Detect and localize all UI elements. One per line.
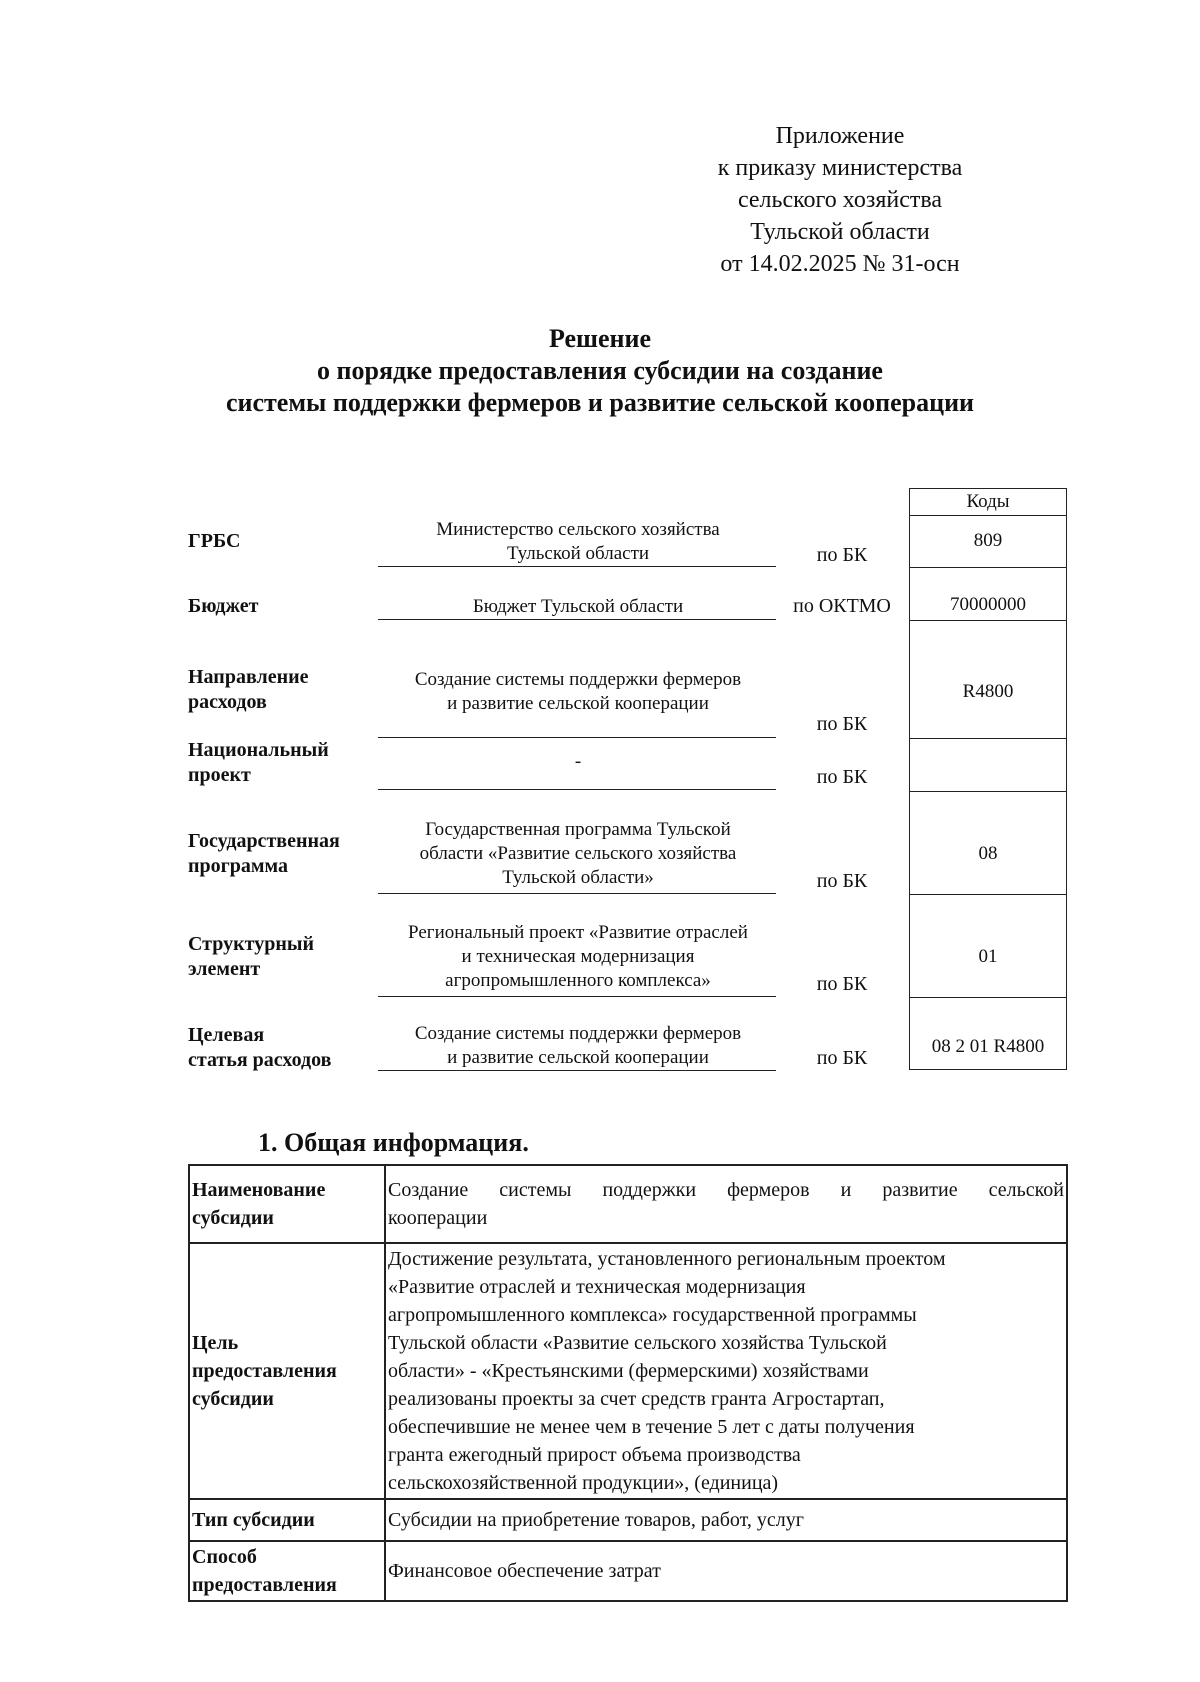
po-national: по БК [816, 766, 868, 788]
underline [378, 566, 776, 567]
value-target [378, 1022, 778, 1070]
underline [378, 737, 776, 738]
value-line: Финансовое обеспечение затрат [388, 1560, 661, 1582]
title-line: системы поддержки фермеров и развитие сельской кооперации [225, 388, 975, 417]
po-struct: по БК [816, 973, 868, 995]
value-cell [385, 1541, 1067, 1601]
value-line: гранта ежегодный прирост объема производства [388, 1444, 801, 1466]
value-line: Создание системы поддержки фермеров и развитие сельской [388, 1179, 1064, 1201]
codes-header: Коды [966, 491, 1010, 512]
value-line: Создание системы поддержки фермеров [414, 1023, 742, 1044]
value-line: и развитие сельской кооперации [447, 693, 709, 714]
label-national [188, 738, 363, 788]
value-direction [378, 668, 778, 716]
label-line: расходов [188, 691, 267, 713]
underline [378, 619, 776, 620]
key-line: Тип субсидии [192, 1509, 315, 1531]
key-line: предоставления [192, 1360, 337, 1382]
label-line: Национальный [188, 739, 329, 761]
value-struct [378, 921, 778, 993]
value-line: и развитие сельской кооперации [447, 1047, 709, 1068]
table-row [189, 1243, 1067, 1499]
value-grbs [378, 518, 778, 566]
label-target [188, 1023, 363, 1073]
label-line: проект [188, 764, 251, 786]
table-row [189, 1499, 1067, 1541]
value-line: Тульской области» [502, 867, 654, 888]
po-direction: по БК [816, 713, 868, 735]
label-direction [188, 665, 363, 715]
underline [378, 893, 776, 894]
codes-divider [910, 791, 1066, 792]
underline [378, 996, 776, 997]
underline [378, 789, 776, 790]
value-line: области» - «Крестьянскими (фермерскими) хозяйствами [388, 1360, 869, 1382]
codes-divider [910, 997, 1066, 998]
value-line: и техническая модернизация [461, 946, 695, 967]
key-line: Цель [192, 1332, 239, 1354]
label-line: Структурный [188, 933, 314, 955]
value-line: Субсидии на приобретение товаров, работ, услуг [388, 1509, 804, 1531]
codes-divider [910, 567, 1066, 568]
codes-column [909, 488, 1067, 1070]
label-budget: Бюджет [188, 595, 259, 617]
value-line: реализованы проекты за счет средств гранта Агростартап, [388, 1388, 885, 1410]
label-grbs: ГРБС [188, 530, 241, 552]
po-grbs: по БК [816, 544, 868, 566]
underline [378, 1070, 776, 1071]
value-program [378, 818, 778, 890]
value-line: Тульской области [506, 543, 650, 564]
value-line: области «Развитие сельского хозяйства [419, 843, 737, 864]
label-line: статья расходов [188, 1049, 332, 1071]
appendix-line: сельского хозяйства [737, 187, 943, 213]
title-line: Решение [548, 324, 652, 353]
value-line: кооперации [388, 1207, 488, 1229]
key-line: Способ [192, 1546, 257, 1568]
value-line: Тульской области «Развитие сельского хозяйства Тульской [388, 1332, 887, 1354]
code-target: 08 2 01 R4800 [931, 1036, 1045, 1057]
code-program: 08 [978, 843, 998, 864]
document-title [150, 323, 1050, 419]
value-line: сельскохозяйственной продукции», (единица) [388, 1472, 779, 1494]
label-line: Государственная [188, 830, 340, 852]
code-struct: 01 [978, 946, 998, 967]
key-line: субсидии [192, 1388, 274, 1410]
appendix-line: от 14.02.2025 № 31-осн [720, 251, 960, 277]
value-line: Достижение результата, установленного региональным проектом [388, 1248, 946, 1270]
appendix-line: Тульской области [750, 219, 930, 245]
value-line: агропромышленного комплекса» [445, 970, 711, 991]
po-budget: по ОКТМО [793, 595, 891, 617]
label-program [188, 829, 363, 879]
key-line: субсидии [192, 1207, 274, 1229]
codes-divider [910, 738, 1066, 739]
appendix-block [640, 120, 1040, 280]
codes-divider [910, 515, 1066, 516]
appendix-line: к приказу министерства [717, 155, 963, 181]
value-line: Министерство сельского хозяйства [436, 519, 720, 540]
value-line: Бюджет Тульской области [472, 596, 684, 617]
code-grbs: 809 [973, 530, 1003, 551]
label-line: элемент [188, 958, 261, 980]
table-row [189, 1165, 1067, 1243]
value-cell [385, 1165, 1067, 1243]
value-line: «Развитие отраслей и техническая модернизация [388, 1276, 806, 1298]
codes-divider [910, 620, 1066, 621]
value-line: Государственная программа Тульской [425, 819, 731, 840]
key-cell [189, 1243, 385, 1499]
key-cell [189, 1541, 385, 1601]
code-budget: 70000000 [950, 594, 1026, 615]
key-line: Наименование [192, 1179, 326, 1201]
code-direction: R4800 [962, 681, 1014, 702]
label-line: Целевая [188, 1024, 265, 1046]
key-line: предоставления [192, 1574, 337, 1596]
value-cell [385, 1243, 1067, 1499]
label-line: программа [188, 855, 288, 877]
label-line: Направление [188, 666, 309, 688]
codes-divider [910, 894, 1066, 895]
value-line: - [574, 751, 582, 772]
value-line: обеспечившие не менее чем в течение 5 лет с даты получения [388, 1416, 915, 1438]
value-national [378, 750, 778, 774]
key-cell [189, 1499, 385, 1541]
value-line: Региональный проект «Развитие отраслей [408, 922, 748, 943]
table-row [189, 1541, 1067, 1601]
appendix-line: Приложение [775, 123, 905, 149]
value-line: Создание системы поддержки фермеров [414, 669, 742, 690]
value-line: агропромышленного комплекса» государственной программы [388, 1304, 917, 1326]
title-line: о порядке предоставления субсидии на создание [317, 356, 883, 385]
value-budget [378, 595, 778, 619]
section-heading: 1. Общая информация. [258, 1128, 529, 1157]
key-cell [189, 1165, 385, 1243]
label-struct [188, 932, 363, 982]
po-program: по БК [816, 870, 868, 892]
po-target: по БК [816, 1047, 868, 1069]
value-cell [385, 1499, 1067, 1541]
general-info-table [188, 1164, 1068, 1602]
